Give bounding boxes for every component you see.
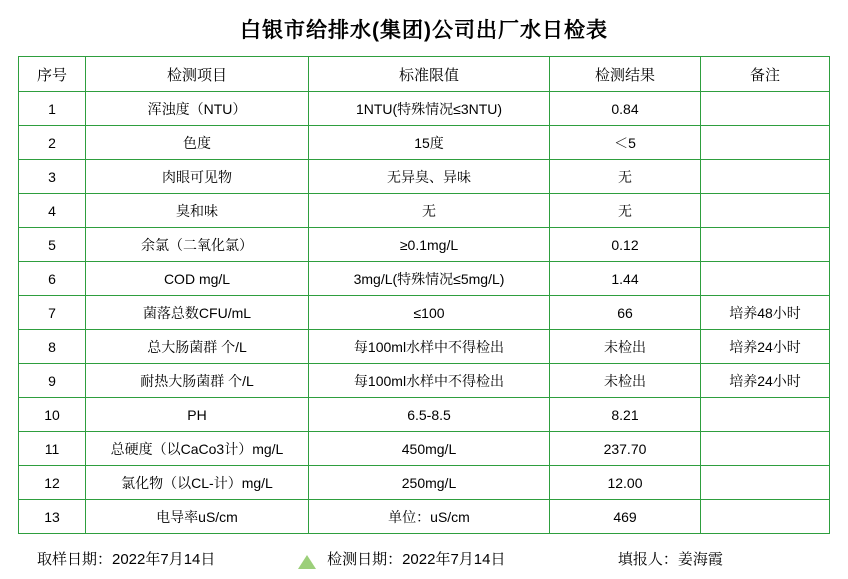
cell-std: ≥0.1mg/L (309, 228, 550, 262)
cell-note (701, 92, 830, 126)
table-row (19, 194, 830, 228)
cell-no: 10 (19, 398, 86, 432)
table-row (19, 364, 830, 398)
cell-item: 余氯（二氧化氯） (86, 228, 309, 262)
cell-item: COD mg/L (86, 262, 309, 296)
cell-std: 无异臭、异味 (309, 160, 550, 194)
cell-std: 6.5-8.5 (309, 398, 550, 432)
cell-std: 250mg/L (309, 466, 550, 500)
cell-result: 469 (550, 500, 701, 534)
cell-std: 每100ml水样中不得检出 (309, 330, 550, 364)
water-quality-table (18, 56, 830, 534)
cell-item: 色度 (86, 126, 309, 160)
cell-note (701, 126, 830, 160)
test-date: 检测日期：2022年7月14日 (327, 551, 506, 568)
cell-result: 8.21 (550, 398, 701, 432)
cell-item: 耐热大肠菌群 个/L (86, 364, 309, 398)
table-row (19, 500, 830, 534)
cell-note (701, 228, 830, 262)
cell-item: 总硬度（以CaCo3计）mg/L (86, 432, 309, 466)
cell-no: 8 (19, 330, 86, 364)
table-row (19, 398, 830, 432)
cell-no: 7 (19, 296, 86, 330)
table-row (19, 262, 830, 296)
cell-result: 未检出 (550, 330, 701, 364)
header-note: 备注 (701, 57, 830, 92)
sample-date: 取样日期：2022年7月14日 (37, 551, 216, 568)
cell-result: 237.70 (550, 432, 701, 466)
header-result: 检测结果 (550, 57, 701, 92)
cell-no: 4 (19, 194, 86, 228)
cell-note (701, 160, 830, 194)
table-row (19, 466, 830, 500)
cell-note (701, 194, 830, 228)
cell-no: 1 (19, 92, 86, 126)
page-title: 白银市给排水(集团)公司出厂水日检表 (240, 19, 608, 42)
green-triangle-icon (298, 555, 316, 569)
cell-no: 12 (19, 466, 86, 500)
table-row (19, 330, 830, 364)
cell-no: 3 (19, 160, 86, 194)
table-row (19, 432, 830, 466)
cell-item: 肉眼可见物 (86, 160, 309, 194)
cell-item: 电导率uS/cm (86, 500, 309, 534)
cell-no: 9 (19, 364, 86, 398)
cell-no: 6 (19, 262, 86, 296)
cell-item: 浑浊度（NTU） (86, 92, 309, 126)
table-row (19, 160, 830, 194)
table-header-row (19, 57, 830, 92)
cell-std: 450mg/L (309, 432, 550, 466)
cell-note (701, 398, 830, 432)
header-std: 标准限值 (309, 57, 550, 92)
cell-note: 培养24小时 (701, 364, 830, 398)
cell-note (701, 262, 830, 296)
cell-note: 培养24小时 (701, 330, 830, 364)
cell-std: 单位：uS/cm (309, 500, 550, 534)
cell-note: 培养48小时 (701, 296, 830, 330)
cell-item: 氯化物（以CL-计）mg/L (86, 466, 309, 500)
cell-note (701, 500, 830, 534)
header-item: 检测项目 (86, 57, 309, 92)
cell-result: 66 (550, 296, 701, 330)
table-row (19, 296, 830, 330)
cell-result: 无 (550, 194, 701, 228)
cell-std: 无 (309, 194, 550, 228)
cell-result: 12.00 (550, 466, 701, 500)
cell-result: 0.12 (550, 228, 701, 262)
cell-item: 总大肠菌群 个/L (86, 330, 309, 364)
table-row (19, 126, 830, 160)
cell-no: 11 (19, 432, 86, 466)
cell-result: 未检出 (550, 364, 701, 398)
cell-no: 2 (19, 126, 86, 160)
cell-result: 无 (550, 160, 701, 194)
header-no: 序号 (19, 57, 86, 92)
cell-item: 菌落总数CFU/mL (86, 296, 309, 330)
cell-result: 0.84 (550, 92, 701, 126)
cell-std: 15度 (309, 126, 550, 160)
cell-std: ≤100 (309, 296, 550, 330)
cell-note (701, 466, 830, 500)
table-row (19, 92, 830, 126)
cell-note (701, 432, 830, 466)
cell-item: 臭和味 (86, 194, 309, 228)
cell-no: 13 (19, 500, 86, 534)
cell-std: 1NTU(特殊情况≤3NTU) (309, 92, 550, 126)
cell-result: ＜5 (550, 126, 701, 160)
table-row (19, 228, 830, 262)
cell-result: 1.44 (550, 262, 701, 296)
cell-no: 5 (19, 228, 86, 262)
footer (31, 534, 817, 569)
cell-std: 每100ml水样中不得检出 (309, 364, 550, 398)
cell-std: 3mg/L(特殊情况≤5mg/L) (309, 262, 550, 296)
cell-item: PH (86, 398, 309, 432)
reporter: 填报人：姜海霞 (617, 551, 723, 568)
